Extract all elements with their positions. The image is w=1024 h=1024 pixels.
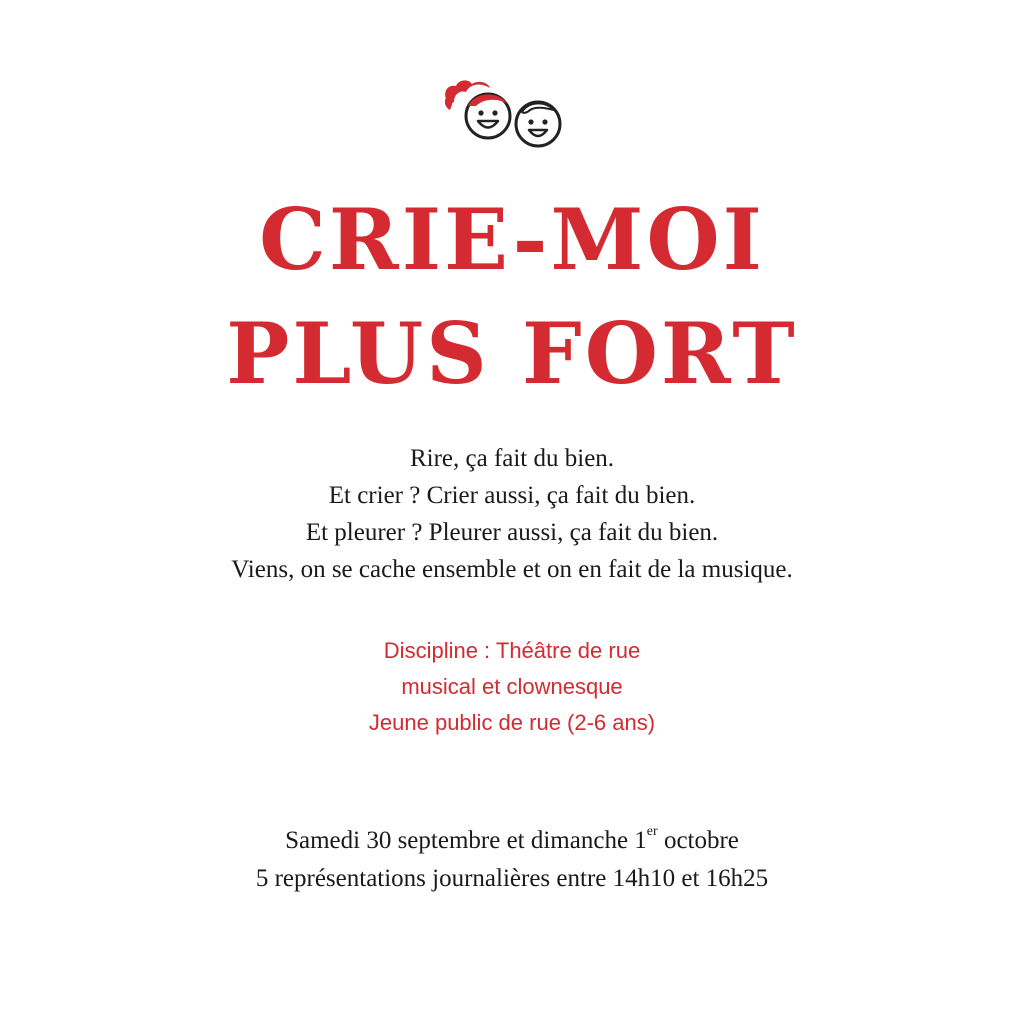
discipline-line: Discipline : Théâtre de rue bbox=[383, 638, 641, 663]
two-kids-faces-icon bbox=[440, 76, 580, 152]
description-line: Rire, ça fait du bien. bbox=[409, 445, 615, 472]
schedule-info bbox=[0, 822, 1024, 898]
description-line: Viens, on se cache ensemble et on en fait de la musique. bbox=[231, 556, 793, 583]
title-line-1: CRIE-MOI bbox=[259, 190, 765, 289]
ordinal-suffix: er bbox=[646, 823, 658, 839]
discipline-line: Jeune public de rue (2-6 ans) bbox=[368, 710, 656, 735]
description-line: Et crier ? Crier aussi, ça fait du bien. bbox=[328, 482, 696, 509]
title-line-2: PLUS FORT bbox=[226, 304, 798, 403]
description-text bbox=[0, 440, 1024, 588]
schedule-dates-text: Samedi 30 septembre et dimanche 1 bbox=[285, 827, 647, 854]
description-line: Et pleurer ? Pleurer aussi, ça fait du bien. bbox=[305, 519, 719, 546]
schedule-times: 5 représentations journalières entre 14h10 et 16h25 bbox=[255, 865, 769, 892]
schedule-dates-month: octobre bbox=[657, 827, 739, 854]
discipline-info bbox=[0, 633, 1024, 741]
discipline-line: musical et clownesque bbox=[401, 674, 623, 699]
schedule-dates bbox=[0, 822, 1024, 860]
